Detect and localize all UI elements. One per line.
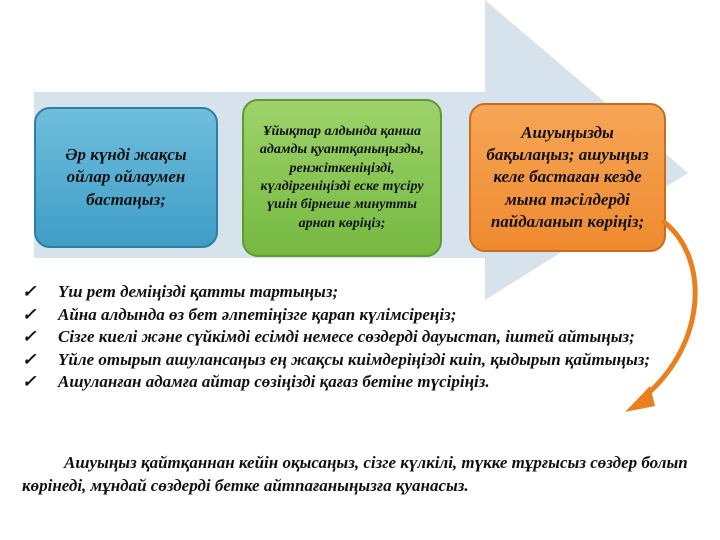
check-mark-icon: ✓ xyxy=(22,304,37,324)
tip-box-anger-text: Ашуыңызды бақылаңыз; ашуыңыз келе бастаған кезде мына тәсілдерді пайдаланып көріңіз; xyxy=(486,123,649,231)
list-item-text: Үш рет деміңізді қатты тартыңыз; xyxy=(58,282,339,301)
list-item-text: Ашуланған адамға айтар сөзіңізді қағаз бетіне түсіріңіз. xyxy=(58,372,490,391)
check-mark-icon: ✓ xyxy=(22,282,37,301)
closing-note: Ашуыңыз қайтқаннан кейін оқысаңыз, сізге күлкілі, түкке тұрғысыз сөздер болып көрінеді, мұндай сөздерді бетке айтпағаныңызға қуанасыз. xyxy=(22,453,688,495)
list-item-text: Айна алдында өз бет әлпетіңізге қарап күлімсіреңіз; xyxy=(58,304,457,324)
list-item-text: Сізге киелі және сүйкімді есімді немесе сөздерді дауыстап, іштей айтыңыз; xyxy=(58,327,635,346)
list-item xyxy=(22,304,712,327)
list-item xyxy=(22,349,712,372)
list-item xyxy=(22,371,712,394)
list-item xyxy=(22,326,712,349)
list-item-text: Үйле отырып ашулансаңыз ең жақсы киімдеріңізді киіп, қыдырып қайтыңыз; xyxy=(58,349,651,369)
check-mark-icon: ✓ xyxy=(22,349,37,369)
check-mark-icon: ✓ xyxy=(22,372,37,391)
list-item xyxy=(22,281,712,304)
tip-box-morning-text: Әр күнді жақсы ойлар ойлаумен бастаңыз; xyxy=(65,145,187,209)
check-mark-icon: ✓ xyxy=(22,327,37,346)
tips-list xyxy=(22,281,712,394)
tip-box-evening-text: Ұйықтар алдында қанша адамды қуантқаныңызды, ренжіткеніңізді, күлдіргеніңізді еске түсіру үшін бірнеше минутты арнап көріңіз; xyxy=(259,123,425,231)
